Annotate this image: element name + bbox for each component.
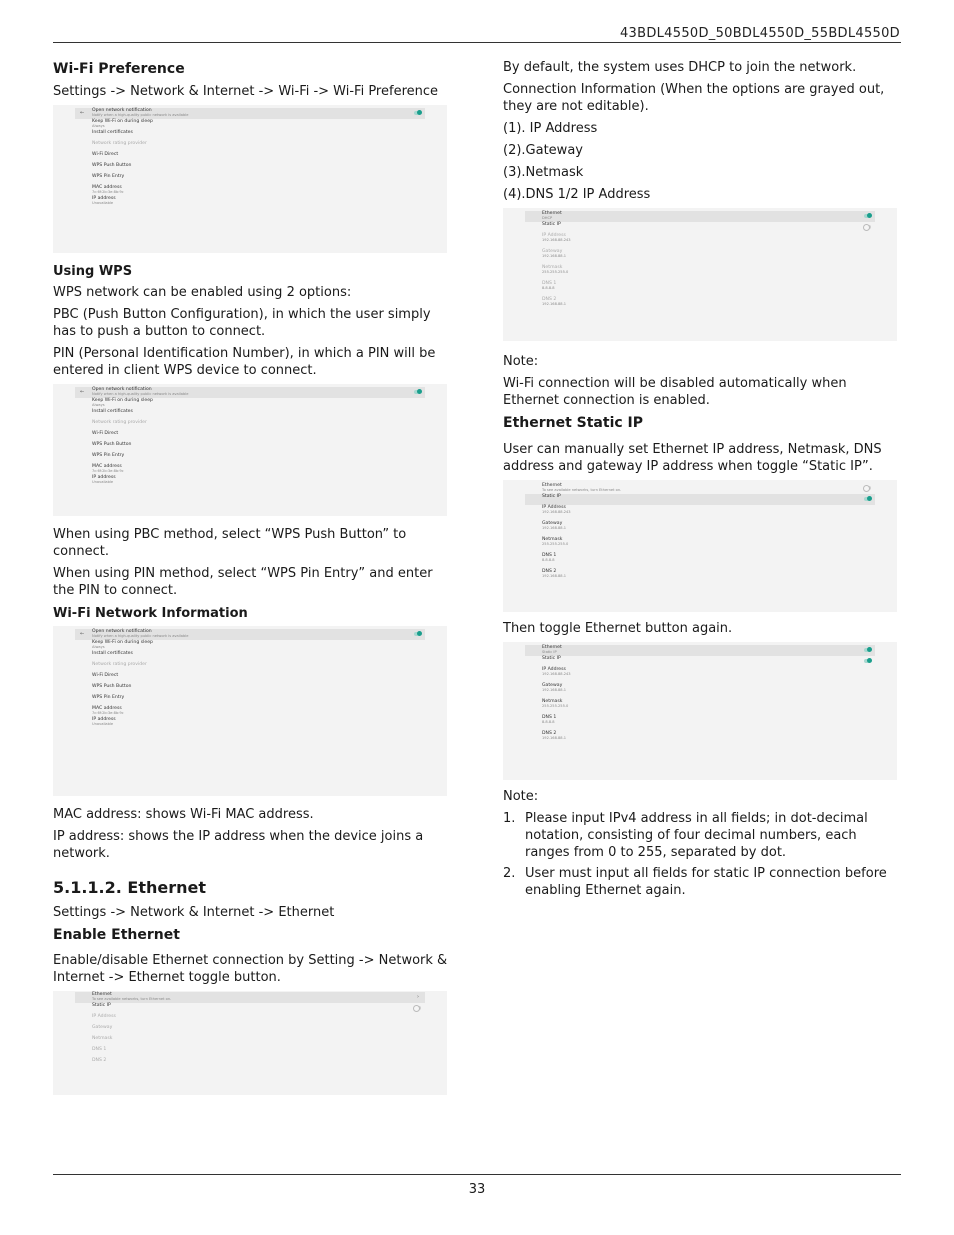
toggle-off-icon — [864, 225, 871, 229]
eth-row: DNS 1 8.8.8.8 — [542, 553, 557, 562]
eth-row: Netmask 255.255.255.0 — [542, 537, 569, 546]
wps-pin-text: PIN (Personal Identification Number), in which a PIN will be entered in client WPS device to connect. — [53, 346, 436, 378]
wifi-preference-path: Settings -> Network & Internet -> Wi-Fi -> Wi-Fi Preference — [53, 84, 439, 99]
eth-row: Netmask — [92, 1036, 113, 1041]
wifi-row: MAC address 7c:6f:2b:3e:8b:9c — [92, 464, 124, 473]
eth-row: Ethernet To see available networks, turn Ethernet on. › — [75, 992, 425, 1003]
toggle-on-icon — [864, 497, 871, 501]
wifi-preference-screenshot — [53, 105, 447, 253]
page-number: 33 — [468, 1182, 486, 1197]
eth-row: Gateway 192.168.88.1 — [542, 521, 567, 530]
eth-row: IP Address — [92, 1014, 116, 1019]
eth-row: DNS 2 192.168.88.1 — [542, 297, 567, 306]
eth-row: DNS 1 8.8.8.8 — [542, 281, 557, 290]
wifi-row: WPS Push Button — [92, 163, 132, 168]
toggle-off-icon — [414, 1006, 421, 1010]
back-arrow-icon: ← — [80, 631, 85, 637]
eth-row: Static IP — [525, 222, 875, 233]
wifi-row: WPS Push Button — [92, 684, 132, 689]
note2-label: Note: — [503, 789, 539, 804]
ethernet-path: Settings -> Network & Internet -> Ethernet — [53, 905, 335, 920]
wifi-row: IP address Unavailable — [92, 717, 116, 726]
static-ip-desc: User can manually set Ethernet IP address, Netmask, DNS address and gateway IP address when toggle “Static IP”. — [503, 442, 882, 474]
toggle-on-icon — [414, 632, 421, 636]
chevron-right-icon: › — [417, 994, 419, 1000]
note1-text: Wi-Fi connection will be disabled automatically when Ethernet connection is enabled. — [503, 376, 847, 408]
conn-item-dns: (4).DNS 1/2 IP Address — [503, 187, 651, 202]
eth-row: DNS 2 — [92, 1058, 107, 1063]
wifi-row: Network rating provider — [92, 662, 147, 667]
static-ip-heading: Ethernet Static IP — [503, 415, 644, 431]
wifi-row: Wi-Fi Direct — [92, 152, 119, 157]
toggle-on-icon — [864, 659, 871, 663]
wifi-row: ← Open network notification Notify when a high-quality public network is available — [75, 387, 425, 398]
wifi-row: Keep Wi-Fi on during sleep Always — [92, 640, 153, 649]
eth-row: Static IP — [75, 1003, 425, 1014]
ethernet-static-screenshot — [503, 480, 897, 612]
eth-row: Ethernet DHCP — [525, 211, 875, 222]
eth-row: Gateway 192.168.88.1 — [542, 249, 567, 258]
ethernet-section-heading: 5.1.1.2. Ethernet — [53, 878, 207, 897]
back-arrow-icon: ← — [80, 110, 85, 116]
eth-row: Netmask 255.255.255.0 — [542, 265, 569, 274]
eth-row: Gateway 192.168.88.1 — [542, 683, 567, 692]
wifi-row: IP address Unavailable — [92, 196, 116, 205]
enable-ethernet-heading: Enable Ethernet — [53, 927, 180, 943]
list-item: 2. User must input all fields for static IP connection before enabling Ethernet again. — [503, 866, 887, 898]
wifi-row: MAC address 7c:6f:2b:3e:8b:9c — [92, 185, 124, 194]
toggle-on-icon — [864, 648, 871, 652]
wifi-row: WPS Pin Entry — [92, 695, 125, 700]
wifi-row: Install certificates — [92, 130, 133, 135]
conn-item-netmask: (3).Netmask — [503, 165, 584, 180]
wifi-row: Install certificates — [92, 409, 133, 414]
ip-address-desc: IP address: shows the IP address when the device joins a network. — [53, 829, 424, 861]
toggle-again-text: Then toggle Ethernet button again. — [503, 621, 733, 636]
ethernet-off-screenshot — [53, 991, 447, 1095]
wifi-row: WPS Push Button — [92, 442, 132, 447]
header-divider — [53, 42, 901, 43]
pbc-method-text: When using PBC method, select “WPS Push Button” to connect. — [53, 527, 407, 559]
wifi-row: Install certificates — [92, 651, 133, 656]
wps-intro-text: WPS network can be enabled using 2 options: — [53, 285, 352, 300]
wifi-preference-heading: Wi-Fi Preference — [53, 61, 185, 77]
eth-row: DNS 1 8.8.8.8 — [542, 715, 557, 724]
eth-row: Gateway — [92, 1025, 113, 1030]
conn-item-ip: (1). IP Address — [503, 121, 598, 136]
ethernet-dhcp-screenshot — [503, 208, 897, 341]
model-number-header: 43BDL4550D_50BDL4550D_55BDL4550D — [619, 26, 900, 41]
connection-info-text: Connection Information (When the options are grayed out, they are not editable). — [503, 82, 885, 114]
wifi-row: ← Open network notification Notify when a high-quality public network is available — [75, 629, 425, 640]
eth-row: Ethernet To see available networks, turn Ethernet on. — [525, 483, 875, 494]
eth-row: DNS 1 — [92, 1047, 107, 1052]
wps-pbc-text: PBC (Push Button Configuration), in which the user simply has to push a button to connect. — [53, 307, 431, 339]
eth-row: DNS 2 192.168.88.1 — [542, 569, 567, 578]
enable-ethernet-desc: Enable/disable Ethernet connection by Setting -> Network & Internet -> Ethernet toggle button. — [53, 953, 448, 985]
wifi-row: MAC address 7c:6f:2b:3e:8b:9c — [92, 706, 124, 715]
eth-row: IP Address 192.168.88.243 — [542, 667, 571, 676]
eth-row: DNS 2 192.168.88.1 — [542, 731, 567, 740]
wifi-row: Wi-Fi Direct — [92, 431, 119, 436]
wifi-row: WPS Pin Entry — [92, 174, 125, 179]
footer-divider — [53, 1174, 901, 1175]
wifi-row: Wi-Fi Direct — [92, 673, 119, 678]
left-column — [53, 56, 449, 1103]
wifi-row: WPS Pin Entry — [92, 453, 125, 458]
toggle-off-icon — [864, 486, 871, 490]
eth-row: IP Address 192.168.88.243 — [542, 505, 571, 514]
wifi-row: Network rating provider — [92, 141, 147, 146]
eth-row: Ethernet Static IP — [525, 645, 875, 656]
mac-address-desc: MAC address: shows Wi-Fi MAC address. — [53, 807, 314, 822]
wifi-row: Network rating provider — [92, 420, 147, 425]
pin-method-text: When using PIN method, select “WPS Pin Entry” and enter the PIN to connect. — [53, 566, 433, 598]
using-wps-heading: Using WPS — [53, 264, 133, 279]
wifi-info-screenshot — [53, 626, 447, 796]
wifi-row: IP address Unavailable — [92, 475, 116, 484]
eth-row: Static IP — [525, 656, 875, 667]
back-arrow-icon: ← — [80, 389, 85, 395]
wifi-network-info-heading: Wi-Fi Network Information — [53, 606, 248, 621]
right-column — [503, 56, 899, 903]
list-item: 1. Please input IPv4 address in all fields; in dot-decimal notation, consisting of four decimal numbers, each ranges from 0 to 255, separated by dot. — [503, 811, 868, 860]
conn-item-gateway: (2).Gateway — [503, 143, 583, 158]
wifi-row: ← Open network notification Notify when a high-quality public network is available — [75, 108, 425, 119]
wifi-row: Keep Wi-Fi on during sleep Always — [92, 119, 153, 128]
wps-screenshot — [53, 384, 447, 516]
eth-row: Netmask 255.255.255.0 — [542, 699, 569, 708]
toggle-on-icon — [864, 214, 871, 218]
eth-row: Static IP — [525, 494, 875, 505]
toggle-on-icon — [414, 111, 421, 115]
toggle-on-icon — [414, 390, 421, 394]
ethernet-static-on-screenshot — [503, 642, 897, 780]
wifi-row: Keep Wi-Fi on during sleep Always — [92, 398, 153, 407]
note2-list — [503, 810, 899, 899]
note1-label: Note: — [503, 354, 539, 369]
dhcp-default-text: By default, the system uses DHCP to join the network. — [503, 60, 857, 75]
eth-row: IP Address 192.168.88.243 — [542, 233, 571, 242]
